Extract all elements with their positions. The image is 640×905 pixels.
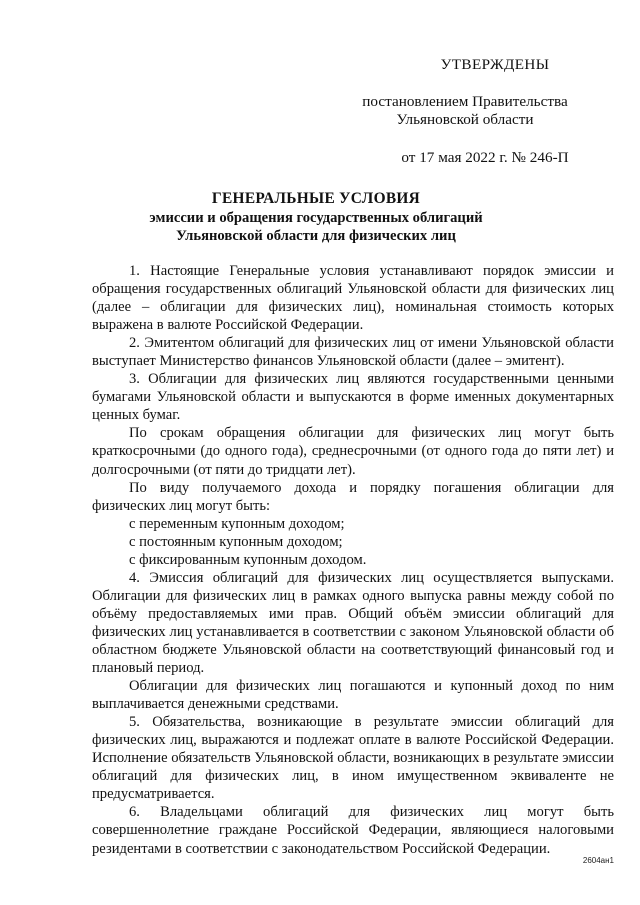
paragraph-3: 3. Облигации для физических лиц являются государственными ценными бумагами Ульяновской области и выпускаются в форме именных документарных ценных бумаг.	[92, 371, 614, 424]
paragraph-4-redemption: Облигации для физических лиц погашаются и купонный доход по ним выплачивается денежными средствами.	[92, 678, 614, 713]
approved-label: УТВЕРЖДЕНЫ	[440, 56, 550, 73]
paragraph-5: 5. Обязательства, возникающие в результате эмиссии облигаций для физических лиц, выражаются и подлежат оплате в валюте Российской Федерации. Исполнение обязательств Ульяновской области, возникающих в результате эмиссии облигаций для физических лиц, в ином имущественном эквиваленте не предусматривается.	[92, 714, 614, 803]
decree-text	[350, 93, 580, 129]
list-item-variable-coupon: с переменным купонным доходом;	[129, 515, 345, 532]
list-item-constant-coupon: с постоянным купонным доходом;	[129, 533, 343, 550]
document-title: ГЕНЕРАЛЬНЫЕ УСЛОВИЯ	[211, 190, 421, 207]
approval-block	[350, 56, 580, 167]
list-item-fixed-coupon: с фиксированным купонным доходом.	[129, 551, 367, 568]
paragraph-3-terms: По срокам обращения облигации для физических лиц могут быть краткосрочными (до одного года), среднесрочными (от одного года до пяти лет) и долгосрочными (от пяти до тридцати лет).	[92, 425, 614, 478]
paragraph-1: 1. Настоящие Генеральные условия устанавливают порядок эмиссии и обращения государственных облигаций Ульяновской области для физических лиц (далее – облигации для физических лиц), номинальная стоимость которых выражена в валюте Российской Федерации.	[92, 263, 614, 334]
paragraph-2: 2. Эмитентом облигаций для физических лиц от имени Ульяновской области выступает Министерство финансов Ульяновской области (далее – эмитент).	[92, 335, 614, 370]
paragraph-4: 4. Эмиссия облигаций для физических лиц осуществляется выпусками. Облигации для физических лиц в рамках одного выпуска равны между собой по объёму предоставляемых ими прав. Общий объём эмиссии облигаций для физических лиц устанавливается в соответствии с законом Ульяновской области об областном бюджете Ульяновской области на соответствующий финансовый год и плановый период.	[92, 569, 614, 677]
paragraph-6: 6. Владельцами облигаций для физических лиц могут быть совершеннолетние граждане Российской Федерации, являющиеся налоговыми резидентами в соответствии с законодательством Российской Федерации.	[92, 804, 614, 857]
decree-line-1: постановлением Правительства	[362, 93, 568, 110]
document-subtitle-line-1: эмиссии и обращения государственных облигаций	[149, 210, 483, 226]
decree-date: от 17 мая 2022 г. № 246-П	[401, 149, 569, 166]
decree-line-2: Ульяновской области	[396, 111, 534, 128]
document-body	[92, 262, 614, 858]
document-code: 2604ан1	[582, 856, 614, 865]
document-heading	[96, 189, 536, 245]
paragraph-3-income-types: По виду получаемого дохода и порядку погашения облигации для физических лиц могут быть:	[92, 479, 614, 514]
document-subtitle-line-2: Ульяновской области для физических лиц	[176, 228, 456, 244]
